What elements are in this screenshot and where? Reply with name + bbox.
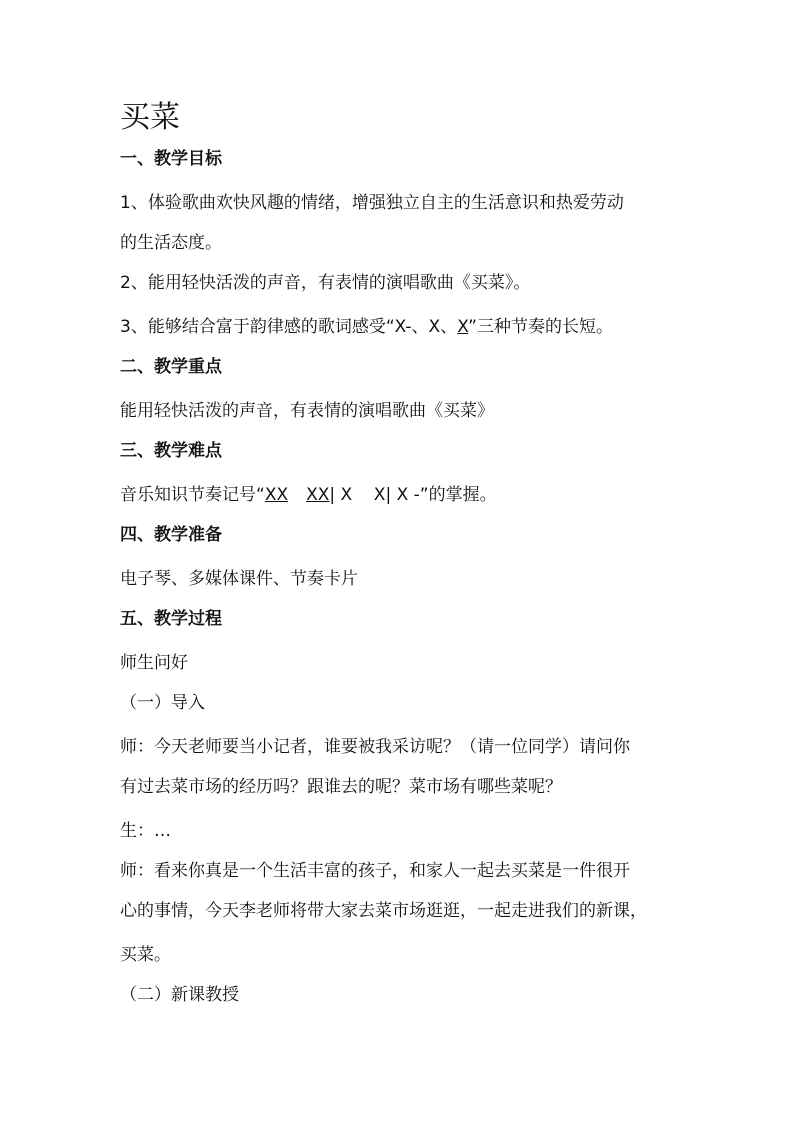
difficulty-rhythm-1: XX [264,485,289,505]
teacher-2-line-3: 买菜。 [120,945,171,965]
difficulty-text-pre: 音乐知识节奏记号“ [120,485,265,505]
key-point-text: 能用轻快活泼的声音，有表情的演唱歌曲《买菜》 [120,401,494,421]
goal-1-line-2: 的生活态度。 [120,233,222,253]
difficulty-text [120,484,497,506]
section-heading-difficulties: 三、教学难点 [120,441,222,461]
teacher-2-line-1: 师：看来你真是一个生活丰富的孩子，和家人一起去买菜是一件很开 [120,861,630,881]
preparation-text: 电子琴、多媒体课件、节奏卡片 [120,569,358,589]
goal-1-line-1: 1、体验歌曲欢快风趣的情绪，增强独立自主的生活意识和热爱劳动 [120,193,624,213]
subsection-intro: （一）导入 [120,693,205,713]
section-heading-goals: 一、教学目标 [120,149,222,169]
section-heading-key-points: 二、教学重点 [120,357,222,377]
section-heading-process: 五、教学过程 [120,609,222,629]
section-heading-preparation: 四、教学准备 [120,525,222,545]
goal-3-underlined-rhythm: X [457,317,469,337]
document-title: 买菜 [120,100,180,135]
greeting-text: 师生问好 [120,653,188,673]
teacher-1-line-1: 师：今天老师要当小记者，谁要被我采访呢？（请一位同学）请问你 [120,737,630,757]
goal-3-text-post: ”三种节奏的长短。 [468,317,613,337]
difficulty-rhythm-2: XX [306,485,330,505]
teacher-2-line-2: 心的事情，今天李老师将带大家去菜市场逛逛，一起走进我们的新课， [120,901,647,921]
teacher-1-line-2: 有过去菜市场的经历吗？跟谁去的呢？菜市场有哪些菜呢？ [120,777,562,797]
difficulty-text-post: | X X| X -”的掌握。 [329,485,497,505]
subsection-new-lesson: （二）新课教授 [120,985,239,1005]
goal-3-text-pre: 3、能够结合富于韵律感的歌词感受“X-、X、 [120,317,458,337]
goal-2: 2、能用轻快活泼的声音，有表情的演唱歌曲《买菜》。 [120,273,531,293]
goal-3 [120,316,613,338]
student-reply: 生：… [120,821,171,841]
